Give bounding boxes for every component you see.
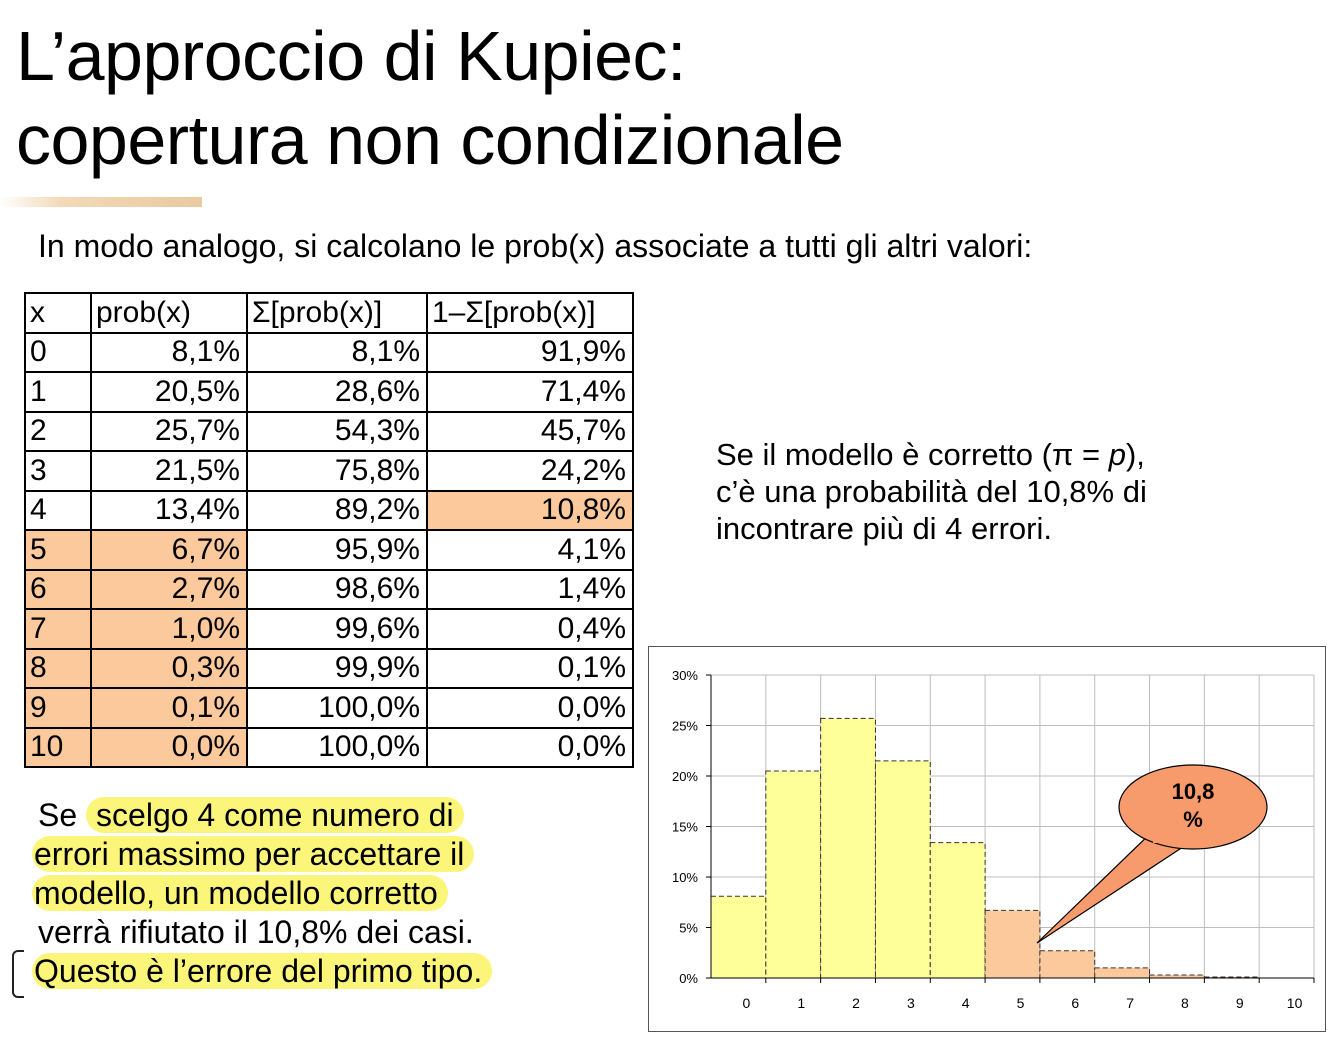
table-row — [25, 688, 633, 728]
cell-x-highlighted: 8 — [25, 649, 91, 689]
cell-complement: 24,2% — [427, 451, 633, 491]
conclusion-line-1-start: Se — [38, 797, 87, 833]
cell-complement: 0,1% — [427, 649, 633, 689]
cell-prob: 13,4% — [91, 491, 247, 531]
probability-table — [24, 292, 634, 768]
table-row — [25, 530, 633, 570]
note-variable-p: p — [1108, 437, 1126, 472]
conclusion-highlight: scelgo 4 come numero di — [86, 797, 464, 833]
bar-x-5 — [985, 910, 1040, 978]
table-row — [25, 570, 633, 610]
x-tick-label: 10 — [1286, 995, 1303, 1011]
x-tick-label: 5 — [1016, 995, 1025, 1011]
cell-complement: 0,4% — [427, 609, 633, 649]
note-line-3: incontrare più di 4 errori. — [716, 511, 1052, 546]
y-tick-label: 10% — [671, 870, 698, 885]
x-tick-label: 0 — [742, 995, 751, 1011]
title-line-1: L’approccio di Kupiec: — [16, 17, 686, 95]
note-line-1 — [716, 436, 1147, 473]
page-title — [16, 14, 844, 182]
bar-x-7 — [1095, 968, 1150, 978]
intro-text: In modo analogo, si calcolano le prob(x) associate a tutti gli altri valori: — [38, 228, 1033, 264]
interpretation-note — [716, 436, 1147, 547]
conclusion-highlight: modello, un modello corretto — [32, 875, 448, 911]
cell-x-highlighted: 9 — [25, 688, 91, 728]
cell-cumulative: 100,0% — [247, 728, 427, 768]
conclusion-text — [34, 796, 492, 991]
cell-complement: 45,7% — [427, 412, 633, 452]
header-cumulative: Σ[prob(x)] — [247, 293, 427, 333]
bar-x-3 — [875, 761, 930, 978]
callout-label-unit: % — [1183, 807, 1203, 832]
cell-prob-highlighted: 0,0% — [91, 728, 247, 768]
note-line-1-start: Se il modello è corretto (π = — [716, 437, 1109, 472]
cell-x-highlighted: 5 — [25, 530, 91, 570]
cell-prob: 21,5% — [91, 451, 247, 491]
y-tick-label: 15% — [671, 819, 698, 835]
y-tick-label: 30% — [671, 668, 698, 683]
x-tick-label: 7 — [1126, 995, 1135, 1011]
header-prob: prob(x) — [91, 293, 247, 333]
note-line-2: c’è una probabilità del 10,8% di — [716, 474, 1147, 509]
cell-cumulative: 100,0% — [247, 688, 427, 728]
callout-joint — [1153, 821, 1183, 843]
y-tick-label: 5% — [679, 920, 698, 936]
cell-complement: 4,1% — [427, 530, 633, 570]
table-header-row — [25, 293, 633, 333]
cell-cumulative: 89,2% — [247, 491, 427, 531]
cell-prob: 20,5% — [91, 372, 247, 412]
conclusion-line-4: verrà rifiutato il 10,8% dei casi. — [38, 914, 474, 950]
cell-complement: 0,0% — [427, 728, 633, 768]
cell-cumulative: 54,3% — [247, 412, 427, 452]
cell-x: 1 — [25, 372, 91, 412]
cell-x-highlighted: 7 — [25, 609, 91, 649]
bar-x-2 — [821, 718, 876, 978]
header-x: x — [25, 293, 91, 333]
conclusion-highlight: Questo è l’errore del primo tipo. — [32, 953, 492, 989]
x-tick-label: 4 — [961, 995, 970, 1011]
table-row — [25, 649, 633, 689]
bar-x-4 — [930, 843, 985, 978]
y-tick-label: 20% — [671, 769, 698, 784]
table-row — [25, 333, 633, 373]
note-line-1-end: ), — [1125, 437, 1145, 472]
cell-prob-highlighted: 0,1% — [91, 688, 247, 728]
cell-x: 3 — [25, 451, 91, 491]
conclusion-line-2 — [34, 835, 492, 874]
x-tick-label: 6 — [1071, 995, 1080, 1011]
cell-cumulative: 28,6% — [247, 372, 427, 412]
table-row — [25, 728, 633, 768]
conclusion-line-5 — [34, 952, 492, 991]
binomial-histogram — [649, 647, 1325, 1031]
cell-prob-highlighted: 2,7% — [91, 570, 247, 610]
table-row — [25, 451, 633, 491]
cell-cumulative: 95,9% — [247, 530, 427, 570]
x-tick-label: 9 — [1235, 995, 1244, 1011]
callout-label: 10,8 — [1171, 779, 1215, 804]
cell-cumulative: 75,8% — [247, 451, 427, 491]
x-tick-label: 2 — [852, 995, 860, 1011]
table-row — [25, 372, 633, 412]
cell-prob: 25,7% — [91, 412, 247, 452]
title-line-2: copertura non condizionale — [16, 101, 844, 179]
conclusion-line-1 — [38, 796, 492, 835]
x-tick-label: 3 — [906, 995, 915, 1011]
cell-x: 2 — [25, 412, 91, 452]
cell-cumulative: 99,6% — [247, 609, 427, 649]
title-underline — [0, 197, 202, 207]
cell-cumulative: 8,1% — [247, 333, 427, 373]
cell-prob-highlighted: 0,3% — [91, 649, 247, 689]
bar-x-1 — [766, 771, 821, 978]
chart-frame — [648, 646, 1326, 1032]
y-tick-label: 25% — [671, 718, 698, 734]
cell-x: 0 — [25, 333, 91, 373]
cell-complement: 91,9% — [427, 333, 633, 373]
cell-complement: 1,4% — [427, 570, 633, 610]
conclusion-highlight: errori massimo per accettare il — [32, 836, 474, 872]
cell-complement: 71,4% — [427, 372, 633, 412]
cell-x-highlighted: 10 — [25, 728, 91, 768]
cell-complement: 0,0% — [427, 688, 633, 728]
cell-x-highlighted: 6 — [25, 570, 91, 610]
handwritten-bracket — [12, 950, 24, 998]
cell-x: 4 — [25, 491, 91, 531]
y-tick-label: 0% — [679, 971, 698, 986]
cell-cumulative: 98,6% — [247, 570, 427, 610]
cell-prob: 8,1% — [91, 333, 247, 373]
header-complement: 1–Σ[prob(x)] — [427, 293, 633, 333]
cell-cumulative: 99,9% — [247, 649, 427, 689]
conclusion-line-3 — [34, 874, 492, 913]
table-row — [25, 491, 633, 531]
x-tick-label: 8 — [1181, 995, 1189, 1011]
cell-prob-highlighted: 6,7% — [91, 530, 247, 570]
bar-x-6 — [1040, 951, 1095, 978]
bar-x-0 — [711, 896, 766, 978]
cell-prob-highlighted: 1,0% — [91, 609, 247, 649]
table-row — [25, 609, 633, 649]
table-row — [25, 412, 633, 452]
cell-complement-highlighted: 10,8% — [427, 491, 633, 531]
x-tick-label: 1 — [797, 995, 806, 1011]
